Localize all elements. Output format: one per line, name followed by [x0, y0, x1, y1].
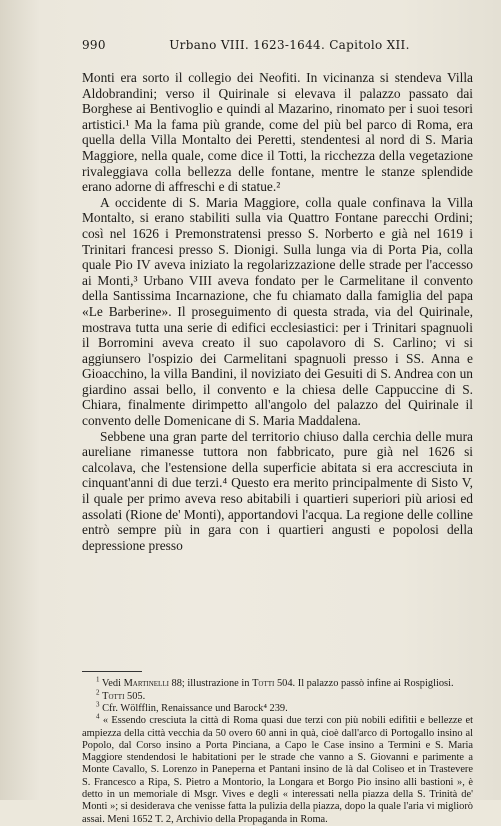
footnote-2 — [82, 688, 473, 703]
paragraph-1: Monti era sorto il collegio dei Neofiti. In vicinanza si stendeva Villa Aldobrandini; verso il Quirinale si elevava il palazzo passato dai Borghese ai Bentivoglio e quindi al Mazarino, rinomato per i suoi tesori artistici.¹ Ma la fama più grande, come del più bel parco di Roma, era quella della Villa Montalto dei Peretti, stendentesi al nord di S. Maria Maggiore, nella quale, come dice il Totti, la ricchezza della vegetazione rivaleggiava colla bellezza delle fontane, mentre le stanze splendide erano adorne di affreschi e di statue.² — [82, 70, 473, 195]
footnote-1-text2: 504. Il palazzo passò infine ai Rospigliosi. — [274, 678, 454, 690]
footnote-2-text: 505. — [124, 690, 146, 702]
paragraph-2: A occidente di S. Maria Maggiore, colla quale confinava la Villa Montalto, si erano stabiliti sulla via Quattro Fontane parecchi Ordini; così nel 1626 i Premonstratensi presso S. Norberto e già nel 1619 i Trinitari francesi presso S. Dionigi. Sulla lunga via di Porta Pia, colla quale Pio IV aveva iniziato la regolarizzazione delle strade per l'accesso ai Monti,³ Urbano VIII aveva fondato per le Carmelitane il convento della Santissima Incarnazione, che fu chiamato dalla famiglia del papa «Le Barberine». Il proseguimento di questa strada, via del Quirinale, mostrava tutta una serie di edifici ecclesiastici: per i Trinitari spagnuoli il Borromini aveva creato il suo capolavoro di S. Carlino; vi si aggiunsero l'ospizio dei Carmelitani spagnuoli presso i SS. Anna e Gioacchino, la villa Bandini, il noviziato dei Gesuiti di S. Andrea con un giardino assai bello, il convento e la chiesa delle Cappuccine di S. Chiara, finalmente dirimpetto all'angolo del palazzo del Quirinale il convento delle Domenicane di S. Maria Maddalena. — [82, 194, 473, 429]
footnote-3 — [82, 700, 473, 715]
footnote-2-author: Totti — [102, 690, 125, 702]
page-number: 990 — [82, 38, 106, 52]
running-head: Urbano VIII. 1623-1644. Capitolo XII. — [169, 38, 410, 52]
footnote-4-marker: 4 — [96, 712, 100, 721]
footnote-4 — [82, 712, 473, 826]
footnote-1-author: Martinelli — [123, 678, 169, 690]
footnote-3-marker: 3 — [96, 700, 100, 709]
footnotes — [82, 675, 473, 826]
paragraph-3: Sebbene una gran parte del territorio chiuso dalla cerchia delle mura aureliane rimanesse tuttora non fabbricato, pure già nel 1626 si calcolava, che l'estensione della superficie abitata si era accresciuta in cinquant'anni di due terzi.⁴ Questo era merito principalmente di Sisto V, il quale per primo aveva reso abitabili i quartieri superiori più ariosi ed assolati (Rione de' Monti), apportandovi l'acqua. La regione delle colline entrò sempre più in gara con i quartieri angusti e popolosi della depressione presso — [82, 428, 473, 553]
body-text — [82, 70, 473, 553]
footnote-1-text: 88; illustrazione in — [168, 678, 253, 690]
page-header — [82, 38, 473, 52]
footnote-1-author2: Totti — [252, 678, 275, 690]
footnote-1: $^1$ Vedi Martinelli 88; illustrazione in Totti 504. Il palazzo passò infine ai Rospigliosi. — [96, 675, 454, 690]
footnote-1-marker: 1 — [96, 675, 100, 684]
footnote-3-text: Cfr. Wölfflin, Renaissance und Barock⁴ 239. — [102, 703, 288, 714]
footnote-2-marker: 2 — [96, 688, 100, 697]
footnote-4-text: « Essendo cresciuta la città di Roma quasi due terzi con più nobili edifitii e bellezze et ampiezza della città vecchia da 50 overo 60 anni in quà, cioè dall'arco di Portogallo insino al Popolo, dal Corso insino a Porta Pinciana, a Capo le Case insino a Termini e S. Maria Maggiore stendendosi le habitationi per le strade che vanno a S. Giovanni e parimente a Monte Cavallo, S. Lorenzo in Paneperna et Pantani insino de là dal Coliseo et in Trastevere S. Francesco a Ripa, S. Pietro a Montorio, la Longara et Borgo Pio insino alli bastioni », è detto in un memoriale di Msgr. Vives e degli « interessati nella piazza della S. Trinità de' Monti »; si desiderava che venisse fatta la pulizia della piazza, dopo la quale l'aria vi migliorò assai. Meni 1652 T. 2, Archivio della Propaganda in Roma. — [82, 715, 473, 825]
footnote-rule — [82, 671, 142, 672]
